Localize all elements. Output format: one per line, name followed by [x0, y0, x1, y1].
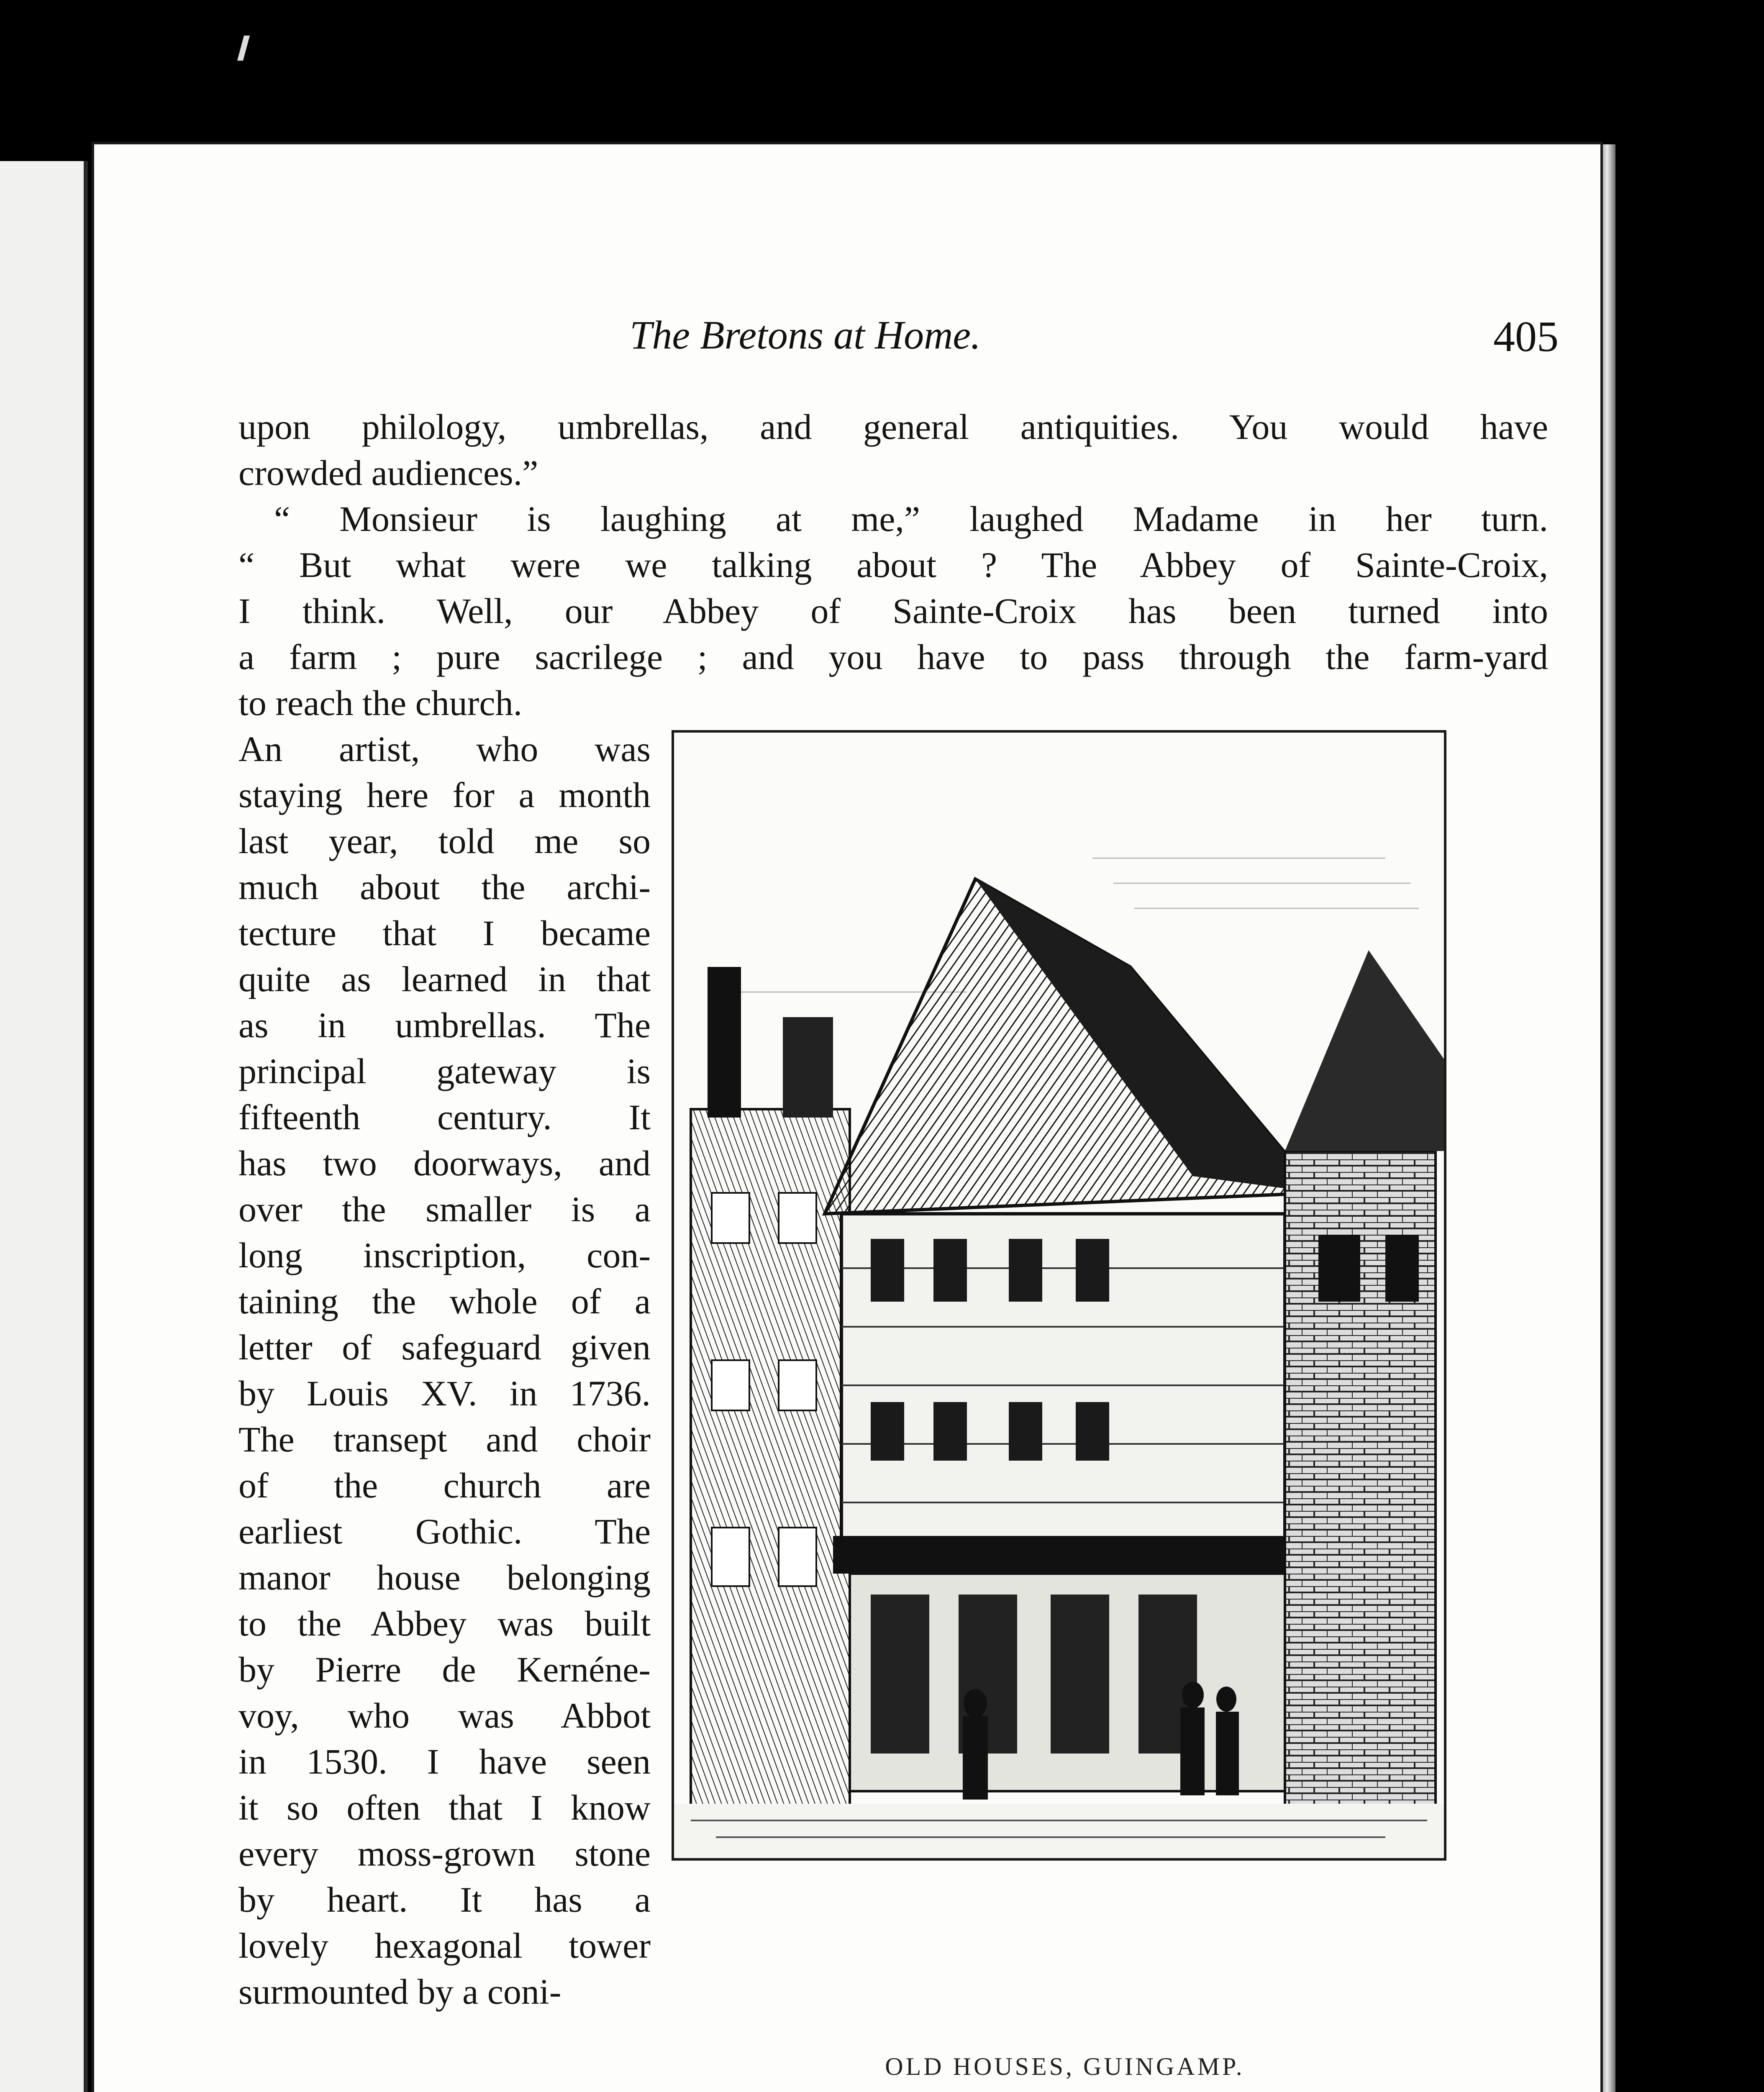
text-line: a farm ; pure sacrilege ; and you have to pass through the farm-yard — [238, 637, 1548, 677]
text-line: last year, told me so — [238, 821, 651, 861]
page-fore-edge — [1600, 144, 1615, 2092]
text-line: I think. Well, our Abbey of Sainte-Croix has been turned into — [238, 591, 1548, 631]
facing-page-edge — [0, 161, 88, 2092]
text-line: to the Abbey was built — [238, 1603, 651, 1643]
illustration-old-houses — [672, 730, 1446, 1861]
text-line: tecture that I became — [238, 913, 651, 953]
text-line: by heart. It has a — [238, 1879, 651, 1920]
text-line: lovely hexagonal tower — [238, 1925, 651, 1966]
text-line: “ Monsieur is laughing at me,” laughed Madame in her turn. — [274, 499, 1548, 539]
scan-mark — [237, 36, 250, 61]
running-title: The Bretons at Home. — [630, 313, 981, 357]
text-line: earliest Gothic. The — [238, 1511, 651, 1551]
text-line: by Pierre de Kernéne- — [238, 1649, 651, 1689]
text-line: has two doorways, and — [238, 1143, 651, 1183]
text-line: upon philology, umbrellas, and general antiquities. You would have — [238, 407, 1548, 447]
figure-caption: OLD HOUSES, GUINGAMP. — [885, 2053, 1245, 2080]
text-line: principal gateway is — [238, 1051, 651, 1091]
text-line: crowded audiences.” — [238, 453, 538, 493]
text-line: An artist, who was — [238, 729, 651, 769]
text-line: staying here for a month — [238, 775, 651, 815]
text-line: long inscription, con- — [238, 1235, 651, 1275]
text-line: as in umbrellas. The — [238, 1005, 651, 1045]
text-line: over the smaller is a — [238, 1189, 651, 1229]
page-header — [94, 312, 1559, 361]
text-line: The transept and choir — [238, 1419, 651, 1459]
text-line: fifteenth century. It — [238, 1097, 651, 1137]
text-line: letter of safeguard given — [238, 1327, 651, 1367]
text-line: to reach the church. — [238, 683, 523, 723]
page-number: 405 — [1493, 313, 1559, 361]
text-line: quite as learned in that — [238, 959, 651, 999]
text-line: by Louis XV. in 1736. — [238, 1373, 651, 1413]
text-line: it so often that I know — [238, 1787, 651, 1828]
text-line: of the church are — [238, 1465, 651, 1505]
book-page — [94, 144, 1600, 2092]
text-line: “ But what were we talking about ? The Abbey of Sainte-Croix, — [238, 545, 1548, 585]
text-line: every moss-grown stone — [238, 1833, 651, 1874]
text-line: surmounted by a coni- — [238, 1972, 562, 2012]
engraving-illustration — [674, 733, 1444, 1858]
text-line: voy, who was Abbot — [238, 1695, 651, 1736]
text-line: much about the archi- — [238, 867, 651, 907]
text-line: manor house belonging — [238, 1557, 651, 1597]
text-line: in 1530. I have seen — [238, 1741, 651, 1782]
text-line: taining the whole of a — [238, 1281, 651, 1321]
